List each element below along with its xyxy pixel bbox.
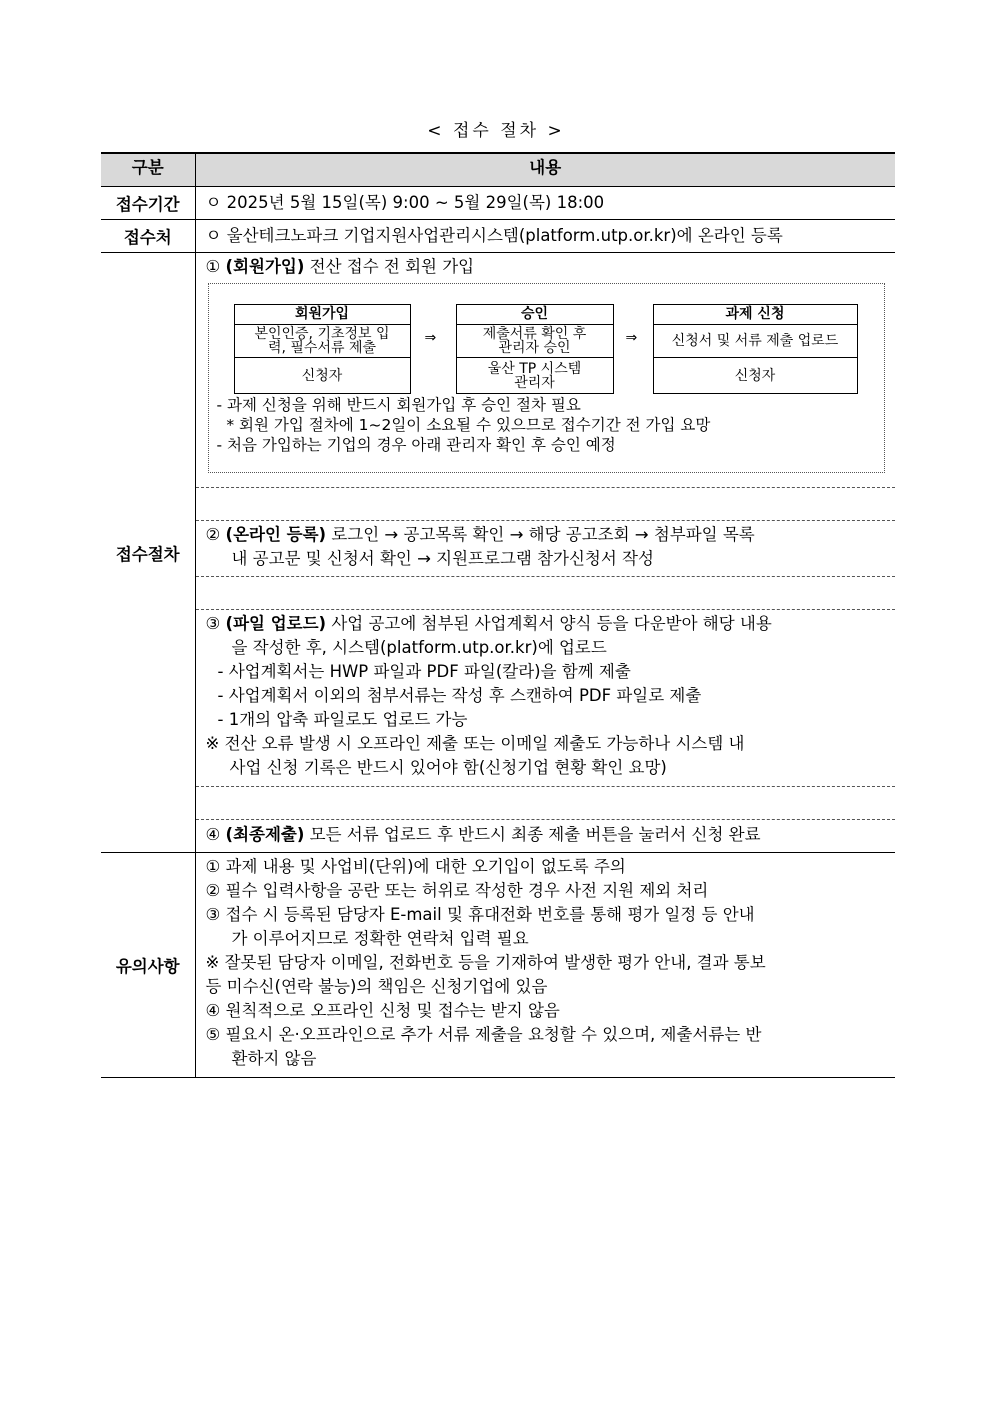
- step-4-title: (최종제출): [225, 825, 305, 844]
- place-text: ㅇ 울산테크노파크 기업지원사업관리시스템(platform.utp.or.kr)에 온라인 등록: [205, 226, 783, 245]
- section-spacer: [196, 576, 896, 609]
- step-4-text: 모든 서류 업로드 후 반드시 최종 제출 버튼을 눌러서 신청 완료: [304, 825, 761, 844]
- step-1-num: ①: [205, 257, 221, 276]
- place-label: 접수처: [101, 220, 195, 253]
- step-3-sub: - 사업계획서는 HWP 파일과 PDF 파일(칼라)을 함께 제출: [217, 662, 631, 681]
- step-1-text: 전산 접수 전 회원 가입: [304, 257, 475, 276]
- flow-note: * 회원 가입 절차에 1~2일이 소요될 수 있으므로 접수기간 전 가입 요망: [216, 416, 711, 434]
- step-3-note: ※ 전산 오류 발생 시 오프라인 제출 또는 이메일 제출도 가능하나 시스템 내: [205, 734, 745, 753]
- step-2: [196, 520, 896, 576]
- step-3-sub: - 사업계획서 이외의 첨부서류는 작성 후 스캔하여 PDF 파일로 제출: [217, 686, 702, 705]
- notice-line: ③ 접수 시 등록된 담당자 E-mail 및 휴대전화 번호를 통해 평가 일정 등 안내: [205, 905, 755, 924]
- step-2-text: 로그인 → 공고목록 확인 → 해당 공고조회 → 첨부파일 목록: [326, 525, 755, 544]
- step-3-sub: - 1개의 압축 파일로도 업로드 가능: [217, 710, 468, 729]
- step-4-num: ④: [205, 825, 221, 844]
- notice-line: ② 필수 입력사항을 공란 또는 허위로 작성한 경우 사전 지원 제외 처리: [205, 881, 709, 900]
- flow-box-mid: 본인인증, 기초정보 입력, 필수서류 제출: [235, 325, 410, 358]
- notice-content: [196, 853, 896, 1077]
- flow-box-head: 회원가입: [235, 305, 410, 325]
- table-header-row: [101, 153, 895, 187]
- step-3-text-cont: 을 작성한 후, 시스템(platform.utp.or.kr)에 업로드: [231, 638, 607, 657]
- header-content: 내용: [195, 153, 895, 187]
- flow-box-bottom: 울산 TP 시스템 관리자: [487, 360, 582, 391]
- step-4: [196, 819, 896, 852]
- step-3-text: 사업 공고에 첨부된 사업계획서 양식 등을 다운받아 해당 내용: [326, 614, 772, 633]
- step-3-note-cont: 사업 신청 기록은 반드시 있어야 함(신청기업 현황 확인 요망): [229, 758, 667, 777]
- table-row: [101, 187, 895, 220]
- arrow-right-icon: ⇒: [424, 330, 437, 346]
- step-1: [196, 253, 896, 487]
- table-row: [101, 220, 895, 253]
- notice-label: 유의사항: [101, 853, 195, 1078]
- flow-note: - 과제 신청을 위해 반드시 회원가입 후 승인 절차 필요: [216, 396, 581, 414]
- step-1-title: (회원가입): [225, 257, 305, 276]
- table-row: [101, 853, 895, 1078]
- flow-box-apply: [653, 304, 858, 394]
- flow-box-approval: [456, 304, 614, 394]
- notice-line: ④ 원칙적으로 오프라인 신청 및 접수는 받지 않음: [205, 1001, 560, 1020]
- step-2-title: (온라인 등록): [225, 525, 327, 544]
- flow-box-mid: 신청서 및 서류 제출 업로드: [654, 325, 857, 358]
- flow-box-head: 승인: [457, 305, 613, 325]
- arrow-right-icon: ⇒: [625, 330, 638, 346]
- notice-line: 가 이루어지므로 정확한 연락처 입력 필요: [231, 929, 529, 948]
- flow-box-signup: [234, 304, 411, 394]
- notice-line: ① 과제 내용 및 사업비(단위)에 대한 오기입이 없도록 주의: [205, 857, 626, 876]
- table-row: [101, 253, 895, 853]
- step-2-text-cont: 내 공고문 및 신청서 확인 → 지원프로그램 참가신청서 작성: [231, 549, 654, 568]
- notice-line: 환하지 않음: [231, 1049, 317, 1068]
- header-category: 구분: [101, 153, 195, 187]
- signup-flow-diagram: [208, 283, 886, 473]
- flow-box-bottom: 신청자: [734, 367, 776, 384]
- flow-note: - 처음 가입하는 기업의 경우 아래 관리자 확인 후 승인 예정: [216, 436, 616, 454]
- flow-box-head: 과제 신청: [654, 305, 857, 325]
- procedure-table: [101, 152, 895, 1078]
- step-3-num: ③: [205, 614, 221, 633]
- notice-line: ※ 잘못된 담당자 이메일, 전화번호 등을 기재하여 발생한 평가 안내, 결과 통보: [205, 953, 766, 972]
- step-3: [196, 609, 896, 786]
- step-2-num: ②: [205, 525, 221, 544]
- section-spacer: [196, 786, 896, 819]
- section-spacer: [196, 487, 896, 520]
- step-3-title: (파일 업로드): [225, 614, 327, 633]
- period-label: 접수기간: [101, 187, 195, 220]
- flow-box-bottom: 신청자: [301, 367, 343, 384]
- page-title: < 접수 절차 >: [427, 121, 565, 141]
- notice-line: ⑤ 필요시 온·오프라인으로 추가 서류 제출을 요청할 수 있으며, 제출서류는 반: [205, 1025, 762, 1044]
- flow-box-mid: 제출서류 확인 후 관리자 승인: [457, 325, 613, 358]
- period-text: ㅇ 2025년 5월 15일(목) 9:00 ~ 5월 29일(목) 18:00: [205, 193, 605, 212]
- procedure-label: 접수절차: [101, 253, 195, 853]
- notice-line: 등 미수신(연락 불능)의 책임은 신청기업에 있음: [205, 977, 548, 996]
